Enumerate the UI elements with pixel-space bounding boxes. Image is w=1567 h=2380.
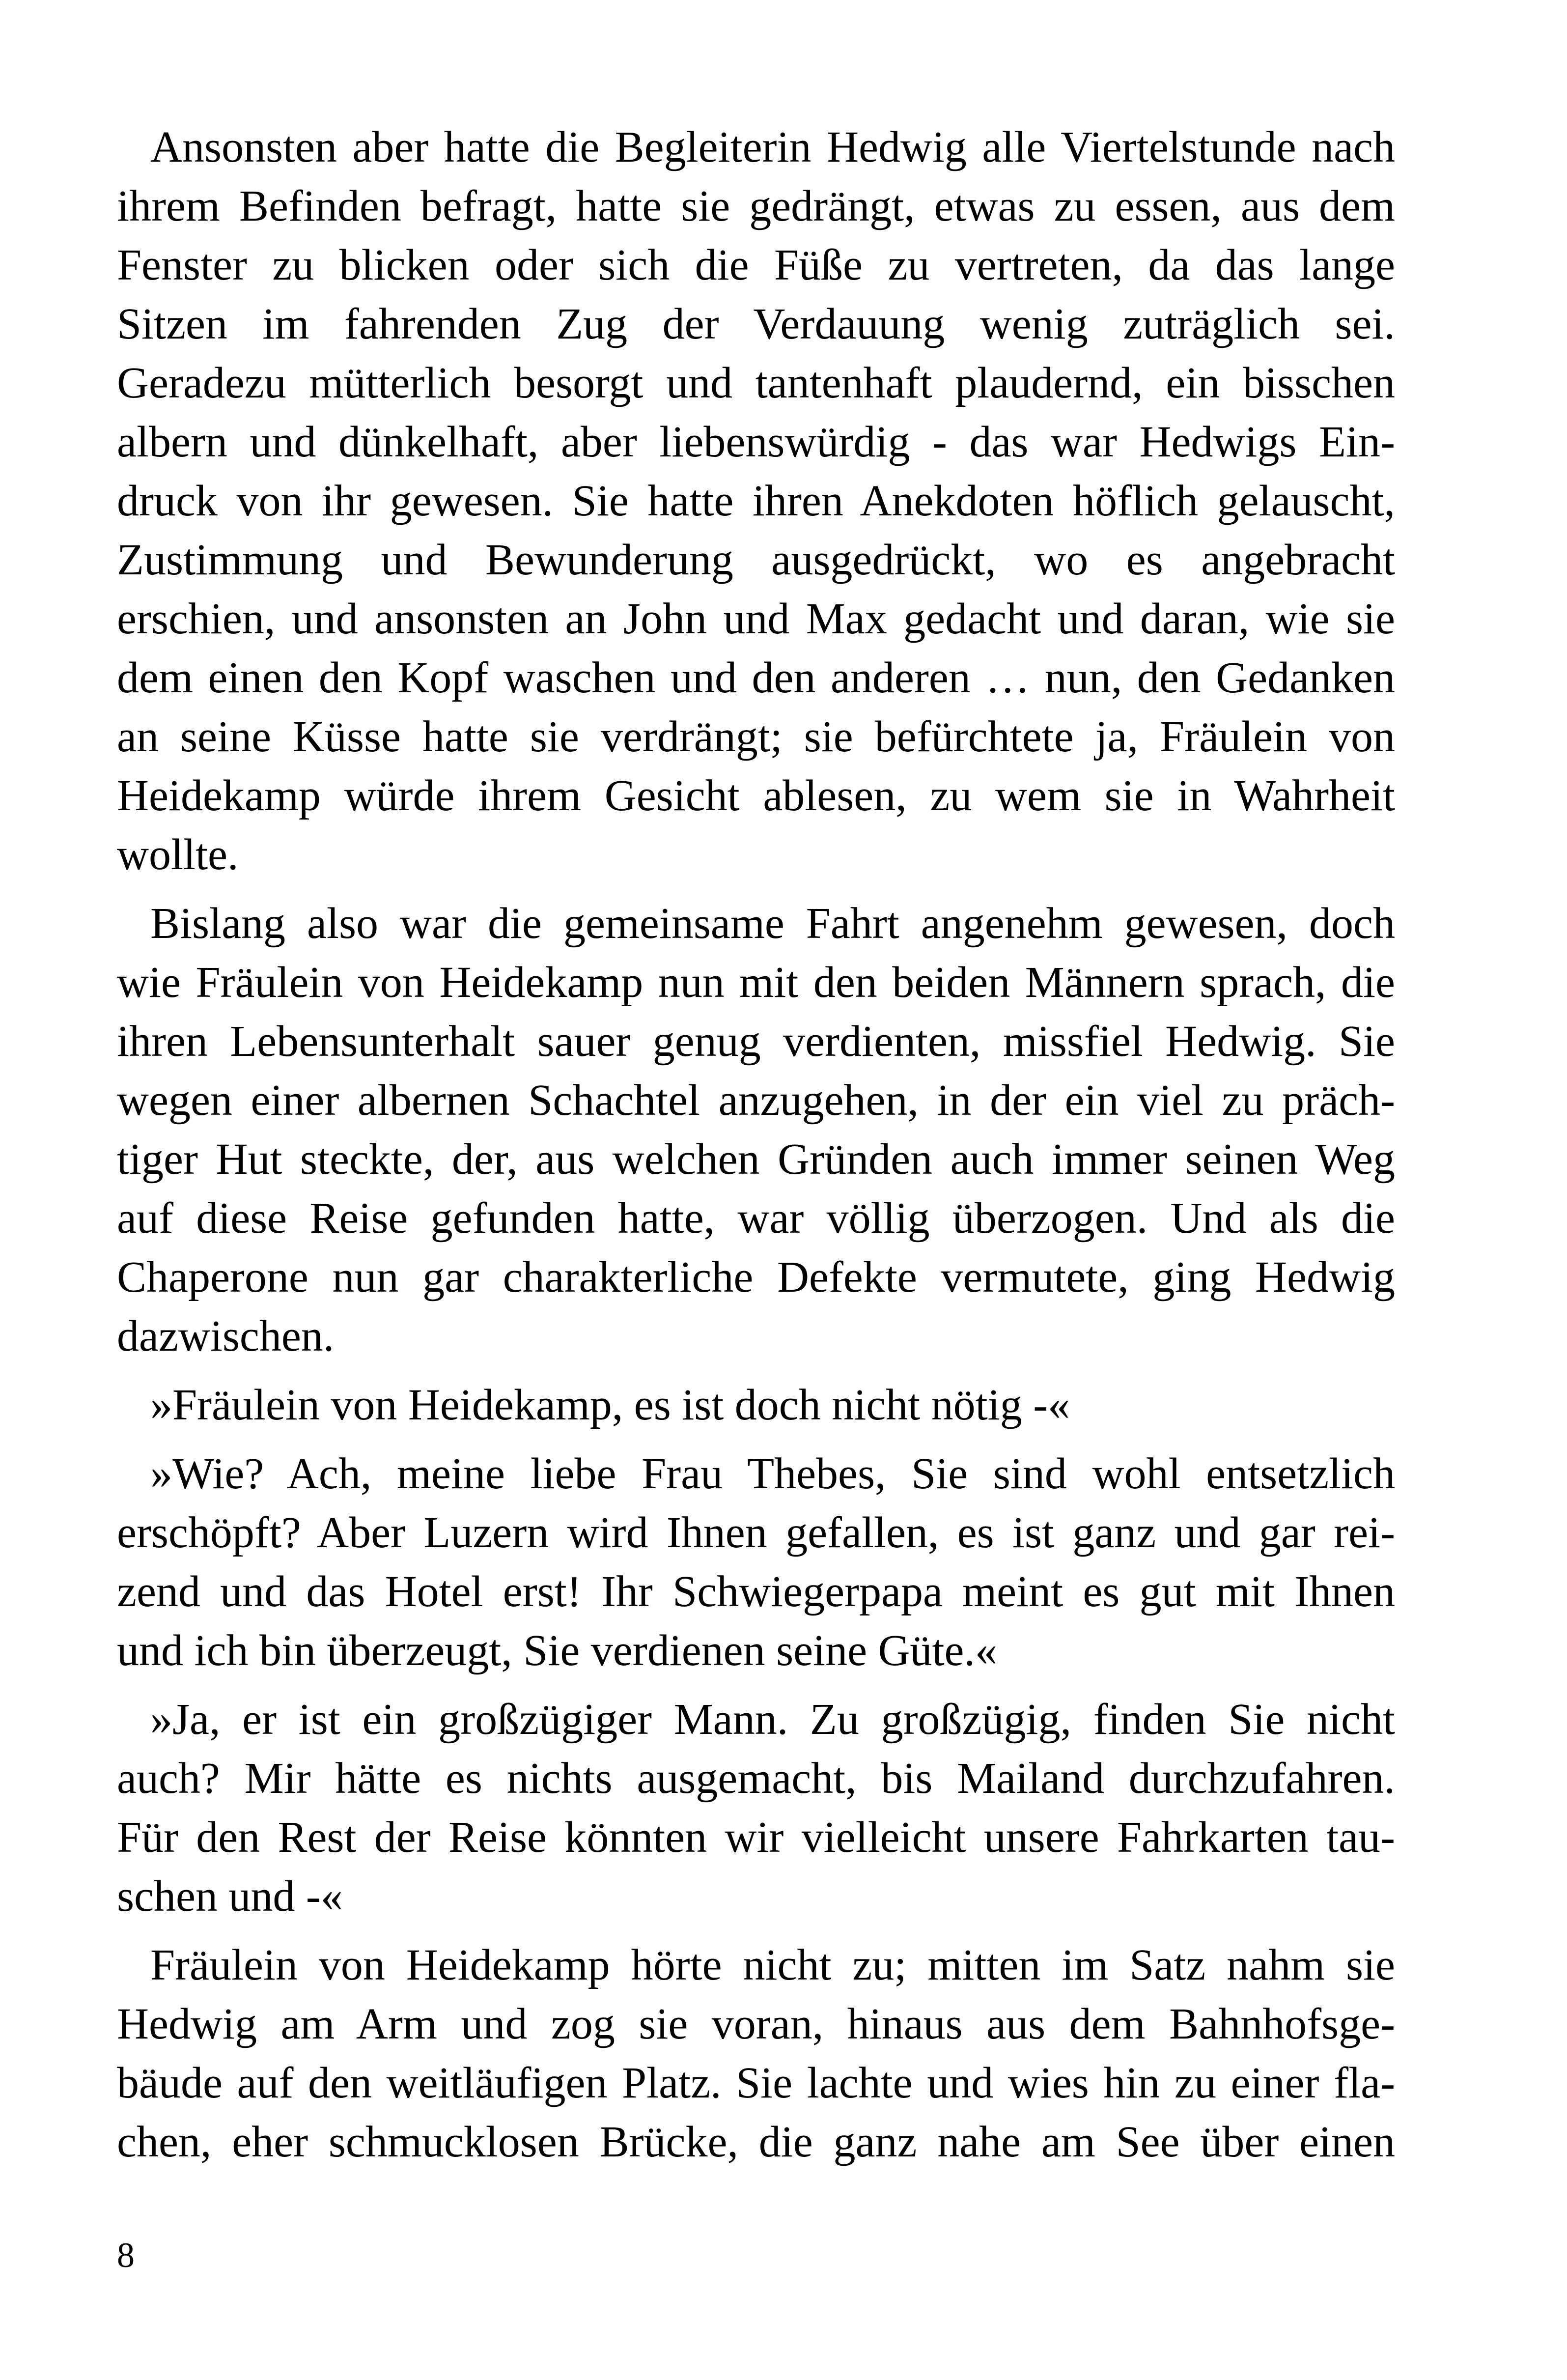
text-line: und ich bin überzeugt, Sie verdienen seine Güte.« xyxy=(117,1626,997,1675)
text-line: »Wie? Ach, meine liebe Frau Thebes, Sie sind wohl entsetzlich xyxy=(150,1449,1395,1498)
text-line: chen, eher schmucklosen Brücke, die ganz nahe am See über einen xyxy=(117,2118,1395,2166)
paragraph xyxy=(117,1445,1395,1680)
paragraph-gap xyxy=(117,1366,1395,1376)
text-line: Fräulein von Heidekamp hörte nicht zu; mitten im Satz nahm sie xyxy=(150,1941,1395,1989)
paragraph-gap xyxy=(117,884,1395,894)
text-line: Sitzen im fahrenden Zug der Verdauung wenig zuträglich sei. xyxy=(117,300,1395,348)
text-line: »Ja, er ist ein großzügiger Mann. Zu großzügig, finden Sie nicht xyxy=(150,1695,1395,1744)
text-line: schen und -« xyxy=(117,1872,343,1921)
text-line: Hedwig am Arm und zog sie voran, hinaus aus dem Bahnhofsge- xyxy=(117,2000,1395,2048)
text-line: erschöpft? Aber Luzern wird Ihnen gefallen, es ist ganz und gar rei- xyxy=(117,1508,1395,1557)
text-line: wegen einer albernen Schachtel anzugehen, in der ein viel zu präch- xyxy=(117,1076,1395,1125)
paragraph xyxy=(117,1936,1395,2172)
text-line: Zustimmung und Bewunderung ausgedrückt, wo es angebracht xyxy=(117,536,1395,584)
text-line: ihren Lebensunterhalt sauer genug verdienten, missfiel Hedwig. Sie xyxy=(117,1017,1395,1066)
text-line: tiger Hut steckte, der, aus welchen Gründen auch immer seinen Weg xyxy=(117,1135,1395,1184)
text-line: auch? Mir hätte es nichts ausgemacht, bis Mailand durchzufahren. xyxy=(117,1754,1395,1803)
text-line: bäude auf den weitläufigen Platz. Sie lachte und wies hin zu einer fla- xyxy=(117,2059,1395,2107)
paragraph-gap xyxy=(117,1435,1395,1445)
text-line: Ansonsten aber hatte die Begleiterin Hedwig alle Viertelstunde nach xyxy=(150,123,1395,171)
text-line: Heidekamp würde ihrem Gesicht ablesen, zu wem sie in Wahrheit xyxy=(117,771,1395,820)
text-line: ihrem Befinden befragt, hatte sie gedrängt, etwas zu essen, aus dem xyxy=(117,182,1395,230)
text-line: dazwischen. xyxy=(117,1312,335,1360)
text-line: auf diese Reise gefunden hatte, war völlig überzogen. Und als die xyxy=(117,1194,1395,1243)
paragraph xyxy=(117,894,1395,1366)
paragraph xyxy=(117,1376,1395,1435)
text-line: »Fräulein von Heidekamp, es ist doch nicht nötig -« xyxy=(150,1381,1070,1429)
text-line: albern und dünkelhaft, aber liebenswürdig - das war Hedwigs Ein- xyxy=(117,418,1395,466)
page-body xyxy=(117,118,1395,2172)
text-line: wollte. xyxy=(117,830,239,879)
paragraph-gap xyxy=(117,1680,1395,1690)
text-line: Bislang also war die gemeinsame Fahrt angenehm gewesen, doch xyxy=(150,899,1395,948)
text-line: druck von ihr gewesen. Sie hatte ihren Anekdoten höflich gelauscht, xyxy=(117,477,1395,525)
text-line: Geradezu mütterlich besorgt und tantenhaft plaudernd, ein bisschen xyxy=(117,359,1395,407)
text-line: an seine Küsse hatte sie verdrängt; sie befürchtete ja, Fräulein von xyxy=(117,712,1395,761)
paragraph-gap xyxy=(117,1926,1395,1936)
text-line: erschien, und ansonsten an John und Max gedacht und daran, wie sie xyxy=(117,595,1395,643)
paragraph xyxy=(117,1690,1395,1926)
text-line: zend und das Hotel erst! Ihr Schwiegerpapa meint es gut mit Ihnen xyxy=(117,1567,1395,1616)
text-line: Fenster zu blicken oder sich die Füße zu vertreten, da das lange xyxy=(117,241,1395,289)
page-number: 8 xyxy=(117,2236,135,2275)
text-line: dem einen den Kopf waschen und den anderen … nun, den Gedanken xyxy=(117,653,1395,702)
paragraph xyxy=(117,118,1395,884)
text-line: Für den Rest der Reise könnten wir vielleicht unsere Fahrkarten tau- xyxy=(117,1813,1395,1862)
text-line: Chaperone nun gar charakterliche Defekte vermutete, ging Hedwig xyxy=(117,1253,1395,1302)
text-line: wie Fräulein von Heidekamp nun mit den beiden Männern sprach, die xyxy=(117,958,1395,1007)
